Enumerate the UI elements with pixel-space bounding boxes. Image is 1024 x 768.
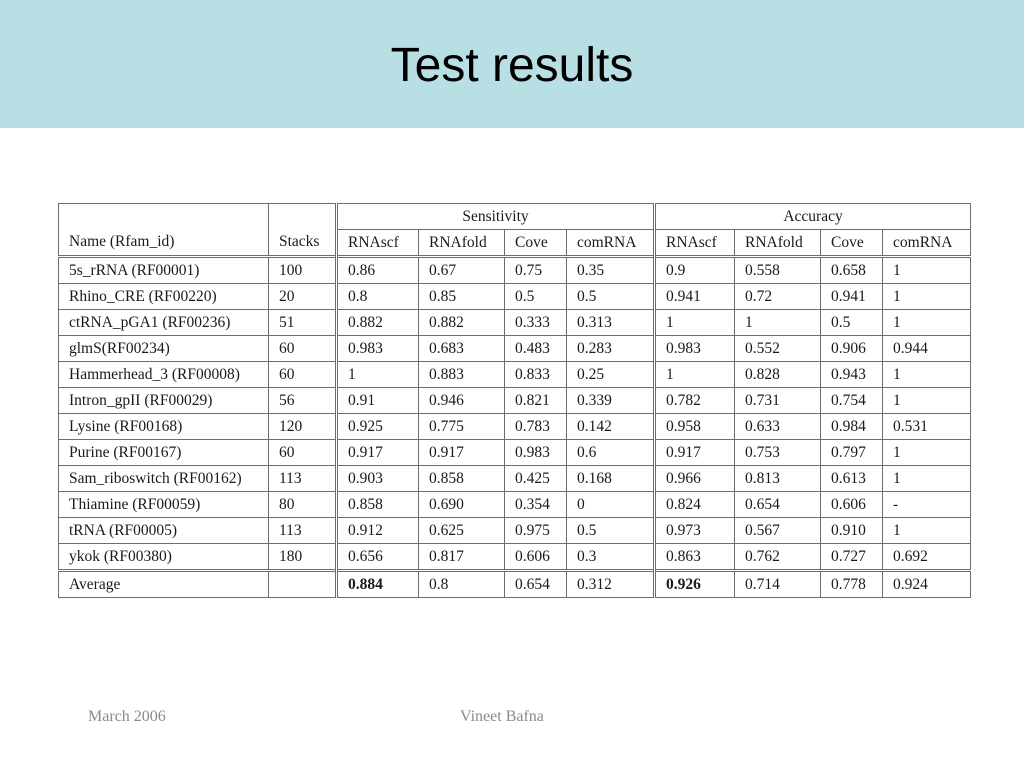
- table-row: [59, 466, 971, 492]
- slide-title: Test results: [390, 39, 634, 92]
- cell-acc-cove: 0.754: [821, 388, 883, 414]
- results-table: [58, 203, 971, 598]
- cell-sens-comrna: 0.339: [567, 388, 655, 414]
- cell-name: ykok (RF00380): [59, 544, 269, 571]
- cell-acc-rnascf: 0.966: [655, 466, 735, 492]
- cell-sens-rnafold: 0.8: [419, 571, 505, 598]
- cell-stacks: [269, 571, 337, 598]
- cell-acc-cove: 0.941: [821, 284, 883, 310]
- footer-date: March 2006: [88, 708, 166, 725]
- header-acc-comrna: comRNA: [883, 230, 971, 257]
- cell-sens-cove: 0.975: [505, 518, 567, 544]
- table-row: [59, 414, 971, 440]
- cell-acc-rnafold: 0.828: [735, 362, 821, 388]
- cell-stacks: 60: [269, 362, 337, 388]
- header-acc-rnafold: RNAfold: [735, 230, 821, 257]
- cell-sens-comrna: 0.168: [567, 466, 655, 492]
- cell-acc-rnascf: 0.973: [655, 518, 735, 544]
- cell-sens-rnascf: 0.912: [337, 518, 419, 544]
- cell-acc-cove: 0.727: [821, 544, 883, 571]
- cell-acc-comrna: 1: [883, 362, 971, 388]
- cell-acc-comrna: 1: [883, 440, 971, 466]
- header-accuracy: Accuracy: [655, 204, 971, 230]
- cell-sens-cove: 0.821: [505, 388, 567, 414]
- cell-acc-rnafold: 0.558: [735, 257, 821, 284]
- header-name: Name (Rfam_id): [59, 230, 269, 257]
- cell-sens-comrna: 0.312: [567, 571, 655, 598]
- table-row: [59, 284, 971, 310]
- cell-sens-comrna: 0.313: [567, 310, 655, 336]
- table-row: [59, 440, 971, 466]
- cell-sens-rnascf: 0.86: [337, 257, 419, 284]
- cell-name: Sam_riboswitch (RF00162): [59, 466, 269, 492]
- cell-acc-rnascf: 0.941: [655, 284, 735, 310]
- cell-acc-rnascf: 0.824: [655, 492, 735, 518]
- header-acc-cove: Cove: [821, 230, 883, 257]
- cell-acc-rnafold: 0.72: [735, 284, 821, 310]
- cell-name: Average: [59, 571, 269, 598]
- cell-sens-comrna: 0.283: [567, 336, 655, 362]
- cell-sens-rnafold: 0.917: [419, 440, 505, 466]
- cell-acc-rnafold: 0.654: [735, 492, 821, 518]
- cell-acc-cove: 0.613: [821, 466, 883, 492]
- cell-acc-cove: 0.984: [821, 414, 883, 440]
- cell-acc-comrna: 1: [883, 257, 971, 284]
- cell-acc-rnafold: 0.753: [735, 440, 821, 466]
- cell-sens-rnafold: 0.683: [419, 336, 505, 362]
- cell-sens-rnascf: 0.925: [337, 414, 419, 440]
- cell-acc-comrna: 1: [883, 388, 971, 414]
- cell-acc-rnascf: 0.782: [655, 388, 735, 414]
- cell-name: Lysine (RF00168): [59, 414, 269, 440]
- cell-sens-comrna: 0: [567, 492, 655, 518]
- cell-stacks: 120: [269, 414, 337, 440]
- header-group-row: [59, 204, 971, 230]
- cell-sens-cove: 0.354: [505, 492, 567, 518]
- cell-sens-rnascf: 0.858: [337, 492, 419, 518]
- cell-acc-rnafold: 0.762: [735, 544, 821, 571]
- table-row: [59, 544, 971, 571]
- cell-sens-cove: 0.983: [505, 440, 567, 466]
- cell-acc-rnascf: 0.863: [655, 544, 735, 571]
- cell-stacks: 180: [269, 544, 337, 571]
- table-row: [59, 518, 971, 544]
- cell-stacks: 51: [269, 310, 337, 336]
- header-stacks-spacer: [269, 204, 337, 230]
- cell-name: Purine (RF00167): [59, 440, 269, 466]
- cell-acc-rnafold: 0.714: [735, 571, 821, 598]
- cell-sens-rnascf: 0.91: [337, 388, 419, 414]
- cell-acc-rnascf: 1: [655, 362, 735, 388]
- cell-acc-cove: 0.658: [821, 257, 883, 284]
- cell-sens-cove: 0.783: [505, 414, 567, 440]
- cell-acc-comrna: 1: [883, 284, 971, 310]
- header-sens-rnascf: RNAscf: [337, 230, 419, 257]
- cell-sens-comrna: 0.25: [567, 362, 655, 388]
- cell-acc-rnafold: 0.633: [735, 414, 821, 440]
- cell-acc-comrna: 1: [883, 466, 971, 492]
- cell-stacks: 60: [269, 440, 337, 466]
- cell-stacks: 113: [269, 466, 337, 492]
- cell-sens-comrna: 0.5: [567, 284, 655, 310]
- cell-sens-rnascf: 0.983: [337, 336, 419, 362]
- cell-name: Hammerhead_3 (RF00008): [59, 362, 269, 388]
- cell-name: ctRNA_pGA1 (RF00236): [59, 310, 269, 336]
- cell-acc-rnafold: 0.567: [735, 518, 821, 544]
- cell-sens-rnafold: 0.625: [419, 518, 505, 544]
- cell-sens-rnascf: 0.917: [337, 440, 419, 466]
- table-row: [59, 492, 971, 518]
- cell-name: tRNA (RF00005): [59, 518, 269, 544]
- title-bar: [0, 0, 1024, 128]
- header-sens-cove: Cove: [505, 230, 567, 257]
- cell-acc-comrna: 0.944: [883, 336, 971, 362]
- table-row: [59, 388, 971, 414]
- cell-stacks: 80: [269, 492, 337, 518]
- cell-sens-rnafold: 0.690: [419, 492, 505, 518]
- header-name-spacer: [59, 204, 269, 230]
- header-sensitivity: Sensitivity: [337, 204, 655, 230]
- cell-acc-rnascf: 1: [655, 310, 735, 336]
- cell-acc-comrna: 0.924: [883, 571, 971, 598]
- cell-name: 5s_rRNA (RF00001): [59, 257, 269, 284]
- cell-sens-comrna: 0.142: [567, 414, 655, 440]
- header-sens-comrna: comRNA: [567, 230, 655, 257]
- cell-stacks: 56: [269, 388, 337, 414]
- cell-sens-cove: 0.654: [505, 571, 567, 598]
- cell-acc-comrna: 0.531: [883, 414, 971, 440]
- cell-sens-cove: 0.425: [505, 466, 567, 492]
- cell-acc-rnafold: 0.813: [735, 466, 821, 492]
- cell-acc-cove: 0.943: [821, 362, 883, 388]
- cell-sens-cove: 0.5: [505, 284, 567, 310]
- table-row: [59, 336, 971, 362]
- cell-stacks: 60: [269, 336, 337, 362]
- cell-name: glmS(RF00234): [59, 336, 269, 362]
- cell-sens-rnafold: 0.882: [419, 310, 505, 336]
- cell-sens-rnascf: 0.882: [337, 310, 419, 336]
- table-row: [59, 310, 971, 336]
- cell-acc-rnascf: 0.926: [655, 571, 735, 598]
- cell-sens-rnafold: 0.817: [419, 544, 505, 571]
- cell-acc-rnafold: 0.552: [735, 336, 821, 362]
- header-row: [59, 230, 971, 257]
- cell-acc-comrna: 0.692: [883, 544, 971, 571]
- header-acc-rnascf: RNAscf: [655, 230, 735, 257]
- cell-sens-rnascf: 0.8: [337, 284, 419, 310]
- cell-sens-rnafold: 0.85: [419, 284, 505, 310]
- table-body: [59, 257, 971, 598]
- cell-sens-rnafold: 0.883: [419, 362, 505, 388]
- cell-stacks: 100: [269, 257, 337, 284]
- cell-sens-cove: 0.833: [505, 362, 567, 388]
- cell-acc-cove: 0.5: [821, 310, 883, 336]
- cell-acc-rnascf: 0.983: [655, 336, 735, 362]
- cell-acc-comrna: 1: [883, 310, 971, 336]
- cell-sens-rnafold: 0.775: [419, 414, 505, 440]
- cell-sens-comrna: 0.6: [567, 440, 655, 466]
- table-row: [59, 362, 971, 388]
- cell-sens-comrna: 0.35: [567, 257, 655, 284]
- cell-acc-comrna: 1: [883, 518, 971, 544]
- cell-acc-cove: 0.910: [821, 518, 883, 544]
- cell-acc-rnafold: 0.731: [735, 388, 821, 414]
- cell-sens-cove: 0.75: [505, 257, 567, 284]
- cell-sens-rnascf: 0.884: [337, 571, 419, 598]
- cell-name: Rhino_CRE (RF00220): [59, 284, 269, 310]
- cell-acc-cove: 0.797: [821, 440, 883, 466]
- cell-acc-cove: 0.906: [821, 336, 883, 362]
- cell-sens-comrna: 0.3: [567, 544, 655, 571]
- cell-acc-cove: 0.606: [821, 492, 883, 518]
- cell-sens-rnascf: 1: [337, 362, 419, 388]
- cell-sens-rnascf: 0.656: [337, 544, 419, 571]
- cell-acc-rnascf: 0.9: [655, 257, 735, 284]
- cell-sens-comrna: 0.5: [567, 518, 655, 544]
- cell-acc-rnafold: 1: [735, 310, 821, 336]
- cell-acc-rnascf: 0.958: [655, 414, 735, 440]
- cell-sens-rnascf: 0.903: [337, 466, 419, 492]
- cell-acc-cove: 0.778: [821, 571, 883, 598]
- table-row: [59, 257, 971, 284]
- average-row: [59, 571, 971, 598]
- footer-author: Vineet Bafna: [460, 708, 544, 725]
- cell-stacks: 20: [269, 284, 337, 310]
- cell-name: Thiamine (RF00059): [59, 492, 269, 518]
- cell-sens-cove: 0.606: [505, 544, 567, 571]
- cell-sens-cove: 0.333: [505, 310, 567, 336]
- header-sens-rnafold: RNAfold: [419, 230, 505, 257]
- cell-sens-rnafold: 0.946: [419, 388, 505, 414]
- cell-sens-cove: 0.483: [505, 336, 567, 362]
- cell-sens-rnafold: 0.67: [419, 257, 505, 284]
- cell-stacks: 113: [269, 518, 337, 544]
- cell-sens-rnafold: 0.858: [419, 466, 505, 492]
- cell-acc-comrna: -: [883, 492, 971, 518]
- cell-acc-rnascf: 0.917: [655, 440, 735, 466]
- header-stacks: Stacks: [269, 230, 337, 257]
- cell-name: Intron_gpII (RF00029): [59, 388, 269, 414]
